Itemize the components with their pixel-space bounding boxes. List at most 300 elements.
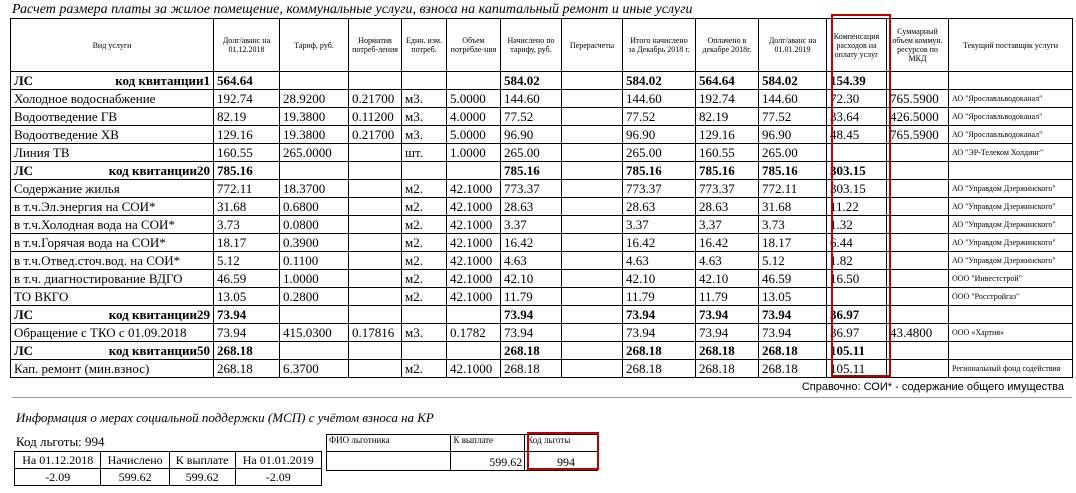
footnote: Справочно: СОИ* - содержание общего имущества	[801, 381, 1064, 393]
table-row	[11, 270, 1073, 288]
accrued-cell: 73.94	[501, 324, 562, 342]
debt-end-cell: 73.94	[759, 306, 827, 324]
supplier-cell: АО "Ярославльводоканал"	[949, 126, 1073, 144]
mkd-volume-cell	[887, 234, 949, 252]
service-name: Содержание жилья	[11, 180, 214, 198]
debt-end-cell: 96.90	[759, 126, 827, 144]
paid-cell: 4.63	[696, 252, 759, 270]
volume-cell	[447, 162, 501, 180]
tariff-cell	[280, 342, 349, 360]
receipt-code: код квитанции20	[108, 162, 210, 178]
unit-cell: м3.	[402, 126, 447, 144]
debt-start-cell: 46.59	[214, 270, 280, 288]
col-paid: Оплачено в декабре 2018г.	[696, 19, 759, 72]
volume-cell: 4.0000	[447, 108, 501, 126]
supplier-cell	[949, 306, 1073, 324]
total-cell: 773.37	[623, 180, 696, 198]
compensation-cell: 6.44	[827, 234, 887, 252]
tariff-cell: 0.1100	[280, 252, 349, 270]
service-name: Обращение с ТКО с 01.09.2018	[11, 324, 214, 342]
accrued-cell: 3.37	[501, 216, 562, 234]
debt-start-cell: 772.11	[214, 180, 280, 198]
tariff-cell: 6.3700	[280, 360, 349, 378]
total-cell: 3.37	[623, 216, 696, 234]
norm-cell: 0.21700	[349, 126, 402, 144]
account-prefix: ЛС	[14, 306, 34, 322]
debt-end-cell: 584.02	[759, 72, 827, 90]
accrued-cell: 77.52	[501, 108, 562, 126]
debt-end-cell: 268.18	[759, 342, 827, 360]
paid-cell: 11.79	[696, 288, 759, 306]
unit-cell	[402, 306, 447, 324]
mkd-volume-cell	[887, 252, 949, 270]
tariff-cell: 0.6800	[280, 198, 349, 216]
account-row	[11, 306, 1073, 324]
debt-end-cell: 13.05	[759, 288, 827, 306]
volume-cell: 42.1000	[447, 198, 501, 216]
compensation-cell: 16.50	[827, 270, 887, 288]
mkd-volume-cell	[887, 342, 949, 360]
debt-start-cell: 268.18	[214, 342, 280, 360]
col-recalc: Перерасчеты	[562, 19, 623, 72]
tariff-cell: 0.3900	[280, 234, 349, 252]
beneficiary-payout: 599.62	[451, 452, 525, 471]
table-row	[15, 452, 322, 469]
recalc-cell	[562, 108, 623, 126]
unit-cell: м2.	[402, 216, 447, 234]
compensation-cell: 105.11	[827, 360, 887, 378]
service-name: в т.ч.Горячая вода на СОИ*	[11, 234, 214, 252]
recalc-cell	[562, 162, 623, 180]
debt-end-cell: 77.52	[759, 108, 827, 126]
norm-cell	[349, 162, 402, 180]
col-debt-end: Долг/аванс на 01.01.2019	[759, 19, 827, 72]
receipt-code: код квитанции50	[108, 342, 210, 358]
service-name: Линия ТВ	[11, 144, 214, 162]
account-prefix: ЛС	[14, 342, 34, 358]
msp-summary-value: -2.09	[235, 469, 322, 486]
mkd-volume-cell: 43.4800	[887, 324, 949, 342]
supplier-cell: АО "Ярославльводоканал"	[949, 90, 1073, 108]
supplier-cell: АО "Управдом Дзержинского"	[949, 216, 1073, 234]
compensation-cell: 11.22	[827, 198, 887, 216]
volume-cell: 0.1782	[447, 324, 501, 342]
msp-summary-header: На 01.12.2018	[15, 452, 101, 469]
supplier-cell: АО "Управдом Дзержинского"	[949, 180, 1073, 198]
supplier-cell	[949, 342, 1073, 360]
debt-end-cell: 772.11	[759, 180, 827, 198]
recalc-cell	[562, 234, 623, 252]
unit-cell: м2.	[402, 252, 447, 270]
total-cell: 77.52	[623, 108, 696, 126]
table-row	[11, 180, 1073, 198]
mkd-volume-cell	[887, 144, 949, 162]
accrued-cell: 785.16	[501, 162, 562, 180]
msp-summary-value: 599.62	[169, 469, 235, 486]
total-cell: 96.90	[623, 126, 696, 144]
total-cell: 28.63	[623, 198, 696, 216]
table-row	[11, 90, 1073, 108]
unit-cell: шт.	[402, 144, 447, 162]
debt-end-cell: 265.00	[759, 144, 827, 162]
debt-start-cell: 129.16	[214, 126, 280, 144]
tariff-cell: 1.0000	[280, 270, 349, 288]
account-label	[11, 306, 214, 324]
volume-cell: 5.0000	[447, 90, 501, 108]
supplier-cell: АО "ЭР-Телеком Холдинг"	[949, 144, 1073, 162]
total-cell: 42.10	[623, 270, 696, 288]
benefit-code-highlight	[527, 432, 599, 470]
debt-start-cell: 160.55	[214, 144, 280, 162]
debt-end-cell: 46.59	[759, 270, 827, 288]
accrued-cell: 16.42	[501, 234, 562, 252]
table-header-row	[11, 19, 1073, 72]
recalc-cell	[562, 72, 623, 90]
beneficiary-header: ФИО льготника	[327, 435, 451, 452]
total-cell: 144.60	[623, 90, 696, 108]
accrued-cell: 265.00	[501, 144, 562, 162]
compensation-cell: 36.97	[827, 324, 887, 342]
service-name: Холодное водоснабжение	[11, 90, 214, 108]
debt-start-cell: 785.16	[214, 162, 280, 180]
unit-cell	[402, 72, 447, 90]
compensation-cell: 33.64	[827, 108, 887, 126]
table-row	[11, 198, 1073, 216]
accrued-cell: 11.79	[501, 288, 562, 306]
norm-cell	[349, 306, 402, 324]
col-service: Вид услуги	[11, 19, 214, 72]
paid-cell: 3.37	[696, 216, 759, 234]
beneficiary-name	[327, 452, 451, 471]
volume-cell: 1.0000	[447, 144, 501, 162]
unit-cell: м3.	[402, 324, 447, 342]
norm-cell	[349, 72, 402, 90]
compensation-cell: 48.45	[827, 126, 887, 144]
account-prefix: ЛС	[14, 162, 34, 178]
volume-cell: 42.1000	[447, 180, 501, 198]
recalc-cell	[562, 144, 623, 162]
col-supplier: Текущий поставщик услуги	[949, 19, 1073, 72]
debt-end-cell: 785.16	[759, 162, 827, 180]
unit-cell: м2.	[402, 180, 447, 198]
volume-cell: 42.1000	[447, 288, 501, 306]
norm-cell	[349, 216, 402, 234]
recalc-cell	[562, 216, 623, 234]
debt-start-cell: 73.94	[214, 306, 280, 324]
debt-end-cell: 268.18	[759, 360, 827, 378]
volume-cell: 42.1000	[447, 234, 501, 252]
unit-cell: м3.	[402, 90, 447, 108]
beneficiary-code: 994	[525, 452, 598, 471]
supplier-cell: АО "Управдом Дзержинского"	[949, 198, 1073, 216]
accrued-cell: 42.10	[501, 270, 562, 288]
unit-cell	[402, 342, 447, 360]
msp-summary-header: К выплате	[169, 452, 235, 469]
total-cell: 268.18	[623, 342, 696, 360]
tariff-cell: 19.3800	[280, 126, 349, 144]
total-cell: 73.94	[623, 324, 696, 342]
accrued-cell: 73.94	[501, 306, 562, 324]
debt-start-cell: 31.68	[214, 198, 280, 216]
recalc-cell	[562, 270, 623, 288]
recalc-cell	[562, 90, 623, 108]
total-cell: 584.02	[623, 72, 696, 90]
table-row	[11, 144, 1073, 162]
account-label	[11, 162, 214, 180]
supplier-cell	[949, 72, 1073, 90]
norm-cell: 0.21700	[349, 90, 402, 108]
volume-cell: 42.1000	[447, 360, 501, 378]
debt-end-cell: 144.60	[759, 90, 827, 108]
volume-cell: 42.1000	[447, 270, 501, 288]
volume-cell	[447, 342, 501, 360]
tariff-cell	[280, 72, 349, 90]
account-row	[11, 342, 1073, 360]
accrued-cell: 268.18	[501, 342, 562, 360]
table-row	[11, 234, 1073, 252]
tariff-cell	[280, 162, 349, 180]
service-name: в т.ч.Эл.энергия на СОИ*	[11, 198, 214, 216]
beneficiary-header: К выплате	[451, 435, 525, 452]
total-cell: 265.00	[623, 144, 696, 162]
col-norm: Норматив потреб-ления	[349, 19, 402, 72]
service-name: в т.ч.Холодная вода на СОИ*	[11, 216, 214, 234]
col-mkd-volume: Суммарный объем коммун. ресурсов по МКД	[887, 19, 949, 72]
debt-end-cell: 5.12	[759, 252, 827, 270]
supplier-cell: АО "Управдом Дзержинского"	[949, 252, 1073, 270]
norm-cell	[349, 144, 402, 162]
compensation-cell: 1.82	[827, 252, 887, 270]
norm-cell	[349, 342, 402, 360]
tariff-cell: 19.3800	[280, 108, 349, 126]
account-label	[11, 342, 214, 360]
debt-start-cell: 564.64	[214, 72, 280, 90]
account-row	[11, 72, 1073, 90]
debt-start-cell: 82.19	[214, 108, 280, 126]
service-name: в т.ч.Отвед.сточ.вод. на СОИ*	[11, 252, 214, 270]
paid-cell: 785.16	[696, 162, 759, 180]
mkd-volume-cell	[887, 72, 949, 90]
accrued-cell: 268.18	[501, 360, 562, 378]
paid-cell: 160.55	[696, 144, 759, 162]
mkd-volume-cell: 765.5900	[887, 90, 949, 108]
tariff-cell: 0.2800	[280, 288, 349, 306]
total-cell: 785.16	[623, 162, 696, 180]
receipt-code: код квитанции1	[115, 72, 210, 88]
unit-cell: м2.	[402, 198, 447, 216]
service-name: Водоотведение ХВ	[11, 126, 214, 144]
msp-summary-table	[14, 451, 322, 486]
col-debt-start: Долг/аванс на 01.12.2018	[214, 19, 280, 72]
debt-start-cell: 73.94	[214, 324, 280, 342]
recalc-cell	[562, 324, 623, 342]
supplier-cell: ООО "Инвестстрой"	[949, 270, 1073, 288]
norm-cell	[349, 198, 402, 216]
unit-cell: м2.	[402, 234, 447, 252]
accrued-cell: 96.90	[501, 126, 562, 144]
unit-cell: м2.	[402, 360, 447, 378]
debt-start-cell: 3.73	[214, 216, 280, 234]
receipt-code: код квитанции29	[108, 306, 210, 322]
accrued-cell: 773.37	[501, 180, 562, 198]
volume-cell: 42.1000	[447, 216, 501, 234]
recalc-cell	[562, 360, 623, 378]
accrued-cell: 28.63	[501, 198, 562, 216]
table-row	[11, 360, 1073, 378]
msp-summary-value: 599.62	[101, 469, 169, 486]
service-name: Водоотведение ГВ	[11, 108, 214, 126]
msp-summary-value: -2.09	[15, 469, 101, 486]
service-name: Кап. ремонт (мин.взнос)	[11, 360, 214, 378]
total-cell: 16.42	[623, 234, 696, 252]
table-row	[11, 216, 1073, 234]
paid-cell: 129.16	[696, 126, 759, 144]
col-volume: Объем потребле-ния	[447, 19, 501, 72]
norm-cell	[349, 270, 402, 288]
tariff-cell	[280, 306, 349, 324]
divider	[12, 397, 1072, 398]
supplier-cell: ООО "Росстройгаз"	[949, 288, 1073, 306]
tariff-cell: 265.0000	[280, 144, 349, 162]
debt-start-cell: 268.18	[214, 360, 280, 378]
unit-cell: м2.	[402, 288, 447, 306]
page-title: Расчет размера платы за жилое помещение, коммунальные услуги, взноса на капитальный ремонт и иные услуги	[12, 2, 693, 17]
unit-cell	[402, 162, 447, 180]
col-tariff: Тариф, руб.	[280, 19, 349, 72]
benefit-code-label: Код льготы: 994	[16, 434, 105, 449]
col-accrued: Начислено по тарифу, руб.	[501, 19, 562, 72]
compensation-cell: 303.15	[827, 180, 887, 198]
table-row	[11, 324, 1073, 342]
msp-title: Информация о мерах социальной поддержки (МСП) с учётом взноса на КР	[16, 410, 434, 425]
supplier-cell: Региональный фонд содействия	[949, 360, 1073, 378]
service-name: в т.ч. диагностирование ВДГО	[11, 270, 214, 288]
tariff-cell: 18.3700	[280, 180, 349, 198]
total-cell: 11.79	[623, 288, 696, 306]
compensation-cell: 1.32	[827, 216, 887, 234]
total-cell: 73.94	[623, 306, 696, 324]
volume-cell	[447, 72, 501, 90]
mkd-volume-cell	[887, 288, 949, 306]
paid-cell: 16.42	[696, 234, 759, 252]
mkd-volume-cell	[887, 270, 949, 288]
paid-cell: 42.10	[696, 270, 759, 288]
table-row	[11, 288, 1073, 306]
recalc-cell	[562, 180, 623, 198]
mkd-volume-cell	[887, 360, 949, 378]
paid-cell: 773.37	[696, 180, 759, 198]
mkd-volume-cell	[887, 216, 949, 234]
volume-cell	[447, 306, 501, 324]
compensation-cell: 105.11	[827, 342, 887, 360]
table-row	[11, 126, 1073, 144]
paid-cell: 564.64	[696, 72, 759, 90]
mkd-volume-cell	[887, 198, 949, 216]
compensation-cell: 72.30	[827, 90, 887, 108]
table-row	[15, 469, 322, 486]
norm-cell	[349, 234, 402, 252]
account-label	[11, 72, 214, 90]
volume-cell: 5.0000	[447, 126, 501, 144]
mkd-volume-cell	[887, 180, 949, 198]
paid-cell: 268.18	[696, 360, 759, 378]
paid-cell: 268.18	[696, 342, 759, 360]
col-compensation: Компенсация расходов на оплату услуг	[827, 19, 887, 72]
calculation-table	[10, 18, 1073, 378]
compensation-cell: 36.97	[827, 306, 887, 324]
volume-cell: 42.1000	[447, 252, 501, 270]
paid-cell: 192.74	[696, 90, 759, 108]
total-cell: 268.18	[623, 360, 696, 378]
unit-cell: м2.	[402, 270, 447, 288]
norm-cell	[349, 288, 402, 306]
recalc-cell	[562, 342, 623, 360]
paid-cell: 28.63	[696, 198, 759, 216]
debt-end-cell: 31.68	[759, 198, 827, 216]
paid-cell: 82.19	[696, 108, 759, 126]
paid-cell: 73.94	[696, 306, 759, 324]
recalc-cell	[562, 306, 623, 324]
supplier-cell: ООО «Хартия»	[949, 324, 1073, 342]
accrued-cell: 584.02	[501, 72, 562, 90]
col-total: Итого начислено за Декабрь 2018 г.	[623, 19, 696, 72]
norm-cell	[349, 252, 402, 270]
debt-end-cell: 3.73	[759, 216, 827, 234]
compensation-cell: 303.15	[827, 162, 887, 180]
recalc-cell	[562, 252, 623, 270]
recalc-cell	[562, 126, 623, 144]
compensation-highlight	[831, 14, 891, 377]
norm-cell	[349, 180, 402, 198]
tariff-cell: 415.0300	[280, 324, 349, 342]
debt-start-cell: 13.05	[214, 288, 280, 306]
mkd-volume-cell: 426.5000	[887, 108, 949, 126]
accrued-cell: 4.63	[501, 252, 562, 270]
mkd-volume-cell	[887, 306, 949, 324]
compensation-cell: 154.39	[827, 72, 887, 90]
supplier-cell	[949, 162, 1073, 180]
paid-cell: 73.94	[696, 324, 759, 342]
col-unit: Един. изм. потреб.	[402, 19, 447, 72]
norm-cell: 0.17816	[349, 324, 402, 342]
debt-start-cell: 18.17	[214, 234, 280, 252]
recalc-cell	[562, 288, 623, 306]
norm-cell: 0.11200	[349, 108, 402, 126]
service-name: ТО ВКГО	[11, 288, 214, 306]
beneficiary-header: Код льготы	[525, 435, 598, 452]
account-prefix: ЛС	[14, 72, 34, 88]
debt-end-cell: 18.17	[759, 234, 827, 252]
debt-end-cell: 73.94	[759, 324, 827, 342]
mkd-volume-cell	[887, 162, 949, 180]
supplier-cell: АО "Управдом Дзержинского"	[949, 234, 1073, 252]
table-row	[11, 108, 1073, 126]
accrued-cell: 144.60	[501, 90, 562, 108]
norm-cell	[349, 360, 402, 378]
mkd-volume-cell: 765.5900	[887, 126, 949, 144]
msp-summary-header: На 01.01.2019	[235, 452, 322, 469]
tariff-cell: 28.9200	[280, 90, 349, 108]
debt-start-cell: 192.74	[214, 90, 280, 108]
tariff-cell: 0.0800	[280, 216, 349, 234]
unit-cell: м3.	[402, 108, 447, 126]
debt-start-cell: 5.12	[214, 252, 280, 270]
msp-summary-header: Начислено	[101, 452, 169, 469]
supplier-cell: АО "Ярославльводоканал"	[949, 108, 1073, 126]
recalc-cell	[562, 198, 623, 216]
table-row	[11, 252, 1073, 270]
total-cell: 4.63	[623, 252, 696, 270]
